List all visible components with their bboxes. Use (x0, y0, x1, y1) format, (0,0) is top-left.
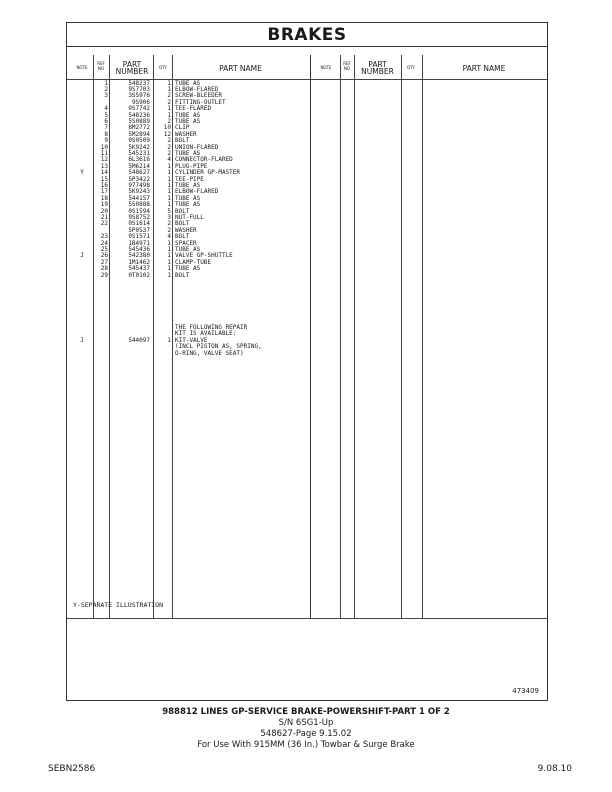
row-part-name: TUBE AS (175, 181, 201, 189)
row-part-number: 0S1614 (128, 220, 150, 228)
row-part-name: TUBE AS (175, 117, 201, 125)
row-qty: 1 (167, 252, 171, 260)
row-ref-no: 1 (104, 79, 108, 87)
row-ref-no: 28 (100, 265, 108, 273)
row-ref-no: 15 (100, 175, 108, 183)
row-ref-no: 11 (100, 149, 108, 157)
row-ref-no: 19 (100, 201, 108, 209)
row-part-number: 1M1462 (128, 258, 150, 266)
row-qty: 1 (167, 271, 171, 279)
kit-desc-2 (67, 351, 547, 357)
row-qty: 1 (167, 175, 171, 183)
row-ref-no: 20 (100, 207, 108, 215)
row-ref-no: 17 (100, 188, 108, 196)
row-ref-no: 4 (104, 105, 108, 113)
row-part-name: BOLT (175, 271, 190, 279)
row-part-number: 9S7703 (128, 85, 150, 93)
kit-intro-text-1: THE FOLLOWING REPAIR (175, 324, 248, 331)
row-part-number: 0T0102 (128, 271, 150, 279)
row-part-number: 548236 (128, 111, 150, 119)
row-part-name: CYLINDER GP-MASTER (175, 169, 241, 177)
row-ref-no: 16 (100, 181, 108, 189)
row-part-number: 1B4971 (128, 239, 150, 247)
header-qty-right: QTY (406, 65, 416, 70)
row-ref-no: 3 (104, 92, 108, 100)
row-part-name: ELBOW-FLARED (175, 85, 219, 93)
row-qty: 12 (163, 130, 171, 138)
row-qty: 4 (167, 233, 171, 241)
row-qty: 4 (167, 156, 171, 164)
row-qty: 2 (167, 92, 171, 100)
row-part-name: PLUG-PIPE (175, 162, 208, 170)
row-part-name: CLAMP-TUBE (175, 258, 212, 266)
row-part-name: TUBE AS (175, 149, 201, 157)
row-qty: 2 (167, 137, 171, 145)
row-qty: 1 (167, 181, 171, 189)
header-note-right: NOTE (320, 65, 332, 70)
header-ref-no-right: REF NO (343, 61, 351, 71)
row-part-number: 6L3616 (128, 156, 150, 164)
header-part-name: PART NAME (219, 64, 262, 73)
row-part-name: BOLT (175, 207, 190, 215)
row-part-number: 545231 (128, 149, 150, 157)
row-part-number: 5S0888 (128, 201, 150, 209)
caption-usage: For Use With 915MM (36 In.) Towbar & Surge Brake (197, 740, 415, 750)
row-part-number: 0S1571 (128, 233, 150, 241)
row-qty: 1 (167, 169, 171, 177)
footer-doc-number: SEBN2586 (48, 764, 96, 774)
row-part-name: SPACER (175, 239, 197, 247)
table-bottom-divider (67, 618, 547, 619)
row-part-number: 9S7742 (128, 105, 150, 113)
row-part-name: TUBE AS (175, 245, 201, 253)
row-qty: 1 (167, 258, 171, 266)
kit-intro-text-2: KIT IS AVAILABLE: (175, 330, 237, 338)
row-ref-no: 7 (104, 124, 108, 132)
row-part-number: 3S5976 (128, 92, 150, 100)
row-qty: 1 (167, 162, 171, 170)
row-ref-no: 24 (100, 239, 108, 247)
row-qty: 1 (167, 245, 171, 253)
row-part-number: 5K9242 (128, 143, 150, 151)
row-qty: 1 (167, 265, 171, 273)
header-note: NOTE (76, 65, 88, 70)
row-ref-no: 27 (100, 258, 108, 266)
row-part-number: 8M2772 (128, 124, 150, 132)
row-ref-no: 18 (100, 194, 108, 202)
header-part-name-right: PART NAME (462, 64, 506, 73)
header-part-number: PART NUMBER (115, 60, 149, 76)
row-part-name: BOLT (175, 137, 190, 145)
header-qty: QTY (158, 65, 168, 70)
row-part-number: 9S8752 (128, 213, 150, 221)
table-row (67, 273, 547, 279)
row-qty: 1 (167, 79, 171, 87)
row-part-number: 5K9243 (128, 188, 150, 196)
row-qty: 2 (167, 226, 171, 234)
row-part-number: 5P3422 (128, 175, 150, 183)
row-part-name: BOLT (175, 220, 190, 228)
row-part-name: WASHER (175, 226, 197, 234)
row-ref-no: 26 (100, 252, 108, 260)
footer-date: 9.08.10 (537, 764, 572, 774)
header-part-number-right: PART NUMBER (361, 60, 394, 76)
row-part-name: CONNECTOR-FLARED (175, 156, 233, 164)
parts-list-frame (66, 22, 548, 701)
row-ref-no: 22 (100, 220, 108, 228)
kit-part-number: 544097 (128, 336, 150, 344)
kit-note: J (80, 336, 84, 344)
row-part-number: 5M6214 (128, 162, 150, 170)
row-qty: 2 (167, 220, 171, 228)
row-part-number: 548627 (128, 169, 150, 177)
caption-serial: S/N 6SG1-Up (278, 718, 334, 728)
row-qty: 10 (163, 124, 171, 132)
row-part-number: 0S0509 (128, 137, 150, 145)
row-part-name: UNION-FLARED (175, 143, 219, 151)
row-part-name: NUT-FULL (175, 213, 204, 221)
row-qty: 2 (167, 98, 171, 106)
row-part-name: TUBE AS (175, 201, 201, 209)
row-ref-no: 12 (100, 156, 108, 164)
row-qty: 1 (167, 111, 171, 119)
row-part-number: 545437 (128, 265, 150, 273)
row-qty: 1 (167, 201, 171, 209)
row-part-name: ELBOW-FLARED (175, 188, 219, 196)
row-note: J (80, 252, 84, 260)
row-part-number: 548237 (128, 79, 150, 87)
kit-desc-text-1: (INCL PISTON AS, SPRING, (175, 343, 262, 351)
row-part-name: TUBE AS (175, 79, 201, 87)
page-title: BRAKES (67, 23, 547, 47)
row-part-name: FITTING-OUTLET (175, 98, 226, 106)
row-ref-no: 6 (104, 117, 108, 125)
caption-title: 988812 LINES GP-SERVICE BRAKE-POWERSHIFT-PART 1 OF 2 (162, 707, 450, 717)
row-part-number: 545436 (128, 245, 150, 253)
row-ref-no: 21 (100, 213, 108, 221)
row-part-name: TEE-PIPE (175, 175, 204, 183)
row-part-number: 977498 (128, 181, 150, 189)
row-part-number: 544157 (128, 194, 150, 202)
row-part-number: 9S906 (131, 98, 150, 106)
row-ref-no: 10 (100, 143, 108, 151)
row-qty: 2 (167, 149, 171, 157)
kit-qty: 1 (167, 336, 171, 344)
row-ref-no: 9 (104, 137, 108, 145)
caption-page-ref: 548627-Page 9.15.02 (260, 729, 352, 739)
row-qty: 1 (167, 105, 171, 113)
kit-desc-text-2: O-RING, VALVE SEAT) (175, 349, 244, 357)
row-part-name: TUBE AS (175, 265, 201, 273)
row-part-name: BOLT (175, 233, 190, 241)
row-ref-no: 2 (104, 85, 108, 93)
row-ref-no: 29 (100, 271, 108, 279)
row-part-name: TUBE AS (175, 111, 201, 119)
row-qty: 1 (167, 194, 171, 202)
row-qty: 1 (167, 188, 171, 196)
row-ref-no: 13 (100, 162, 108, 170)
row-ref-no: 23 (100, 233, 108, 241)
row-part-name: TEE-FLARED (175, 105, 212, 113)
illustration-number: 473409 (512, 687, 539, 695)
kit-name: KIT-VALVE (175, 336, 208, 344)
row-part-number: 5S0889 (128, 117, 150, 125)
row-ref-no: 25 (100, 245, 108, 253)
row-qty: 1 (167, 239, 171, 247)
row-note: Y (80, 169, 84, 177)
row-part-number: 5M2894 (128, 130, 150, 138)
separate-illustration-note: Y-SEPARATE ILLUSTRATION (73, 601, 164, 609)
row-part-name: VALVE GP-SHUTTLE (175, 252, 233, 260)
row-part-name: WASHER (175, 130, 197, 138)
row-part-number: 5P0537 (128, 226, 150, 234)
row-part-number: 542380 (128, 252, 150, 260)
header-ref-no: REF NO (97, 61, 105, 71)
row-qty: 2 (167, 117, 171, 125)
row-ref-no: 5 (104, 111, 108, 119)
row-qty: 5 (167, 207, 171, 215)
row-part-number: 0S1594 (128, 207, 150, 215)
row-part-name: SCREW-BLEEDER (175, 92, 222, 100)
row-part-name: CLIP (175, 124, 190, 132)
row-qty: 2 (167, 143, 171, 151)
row-ref-no: 8 (104, 130, 108, 138)
row-qty: 3 (167, 213, 171, 221)
row-ref-no: 14 (100, 169, 108, 177)
row-qty: 1 (167, 85, 171, 93)
row-part-name: TUBE AS (175, 194, 201, 202)
